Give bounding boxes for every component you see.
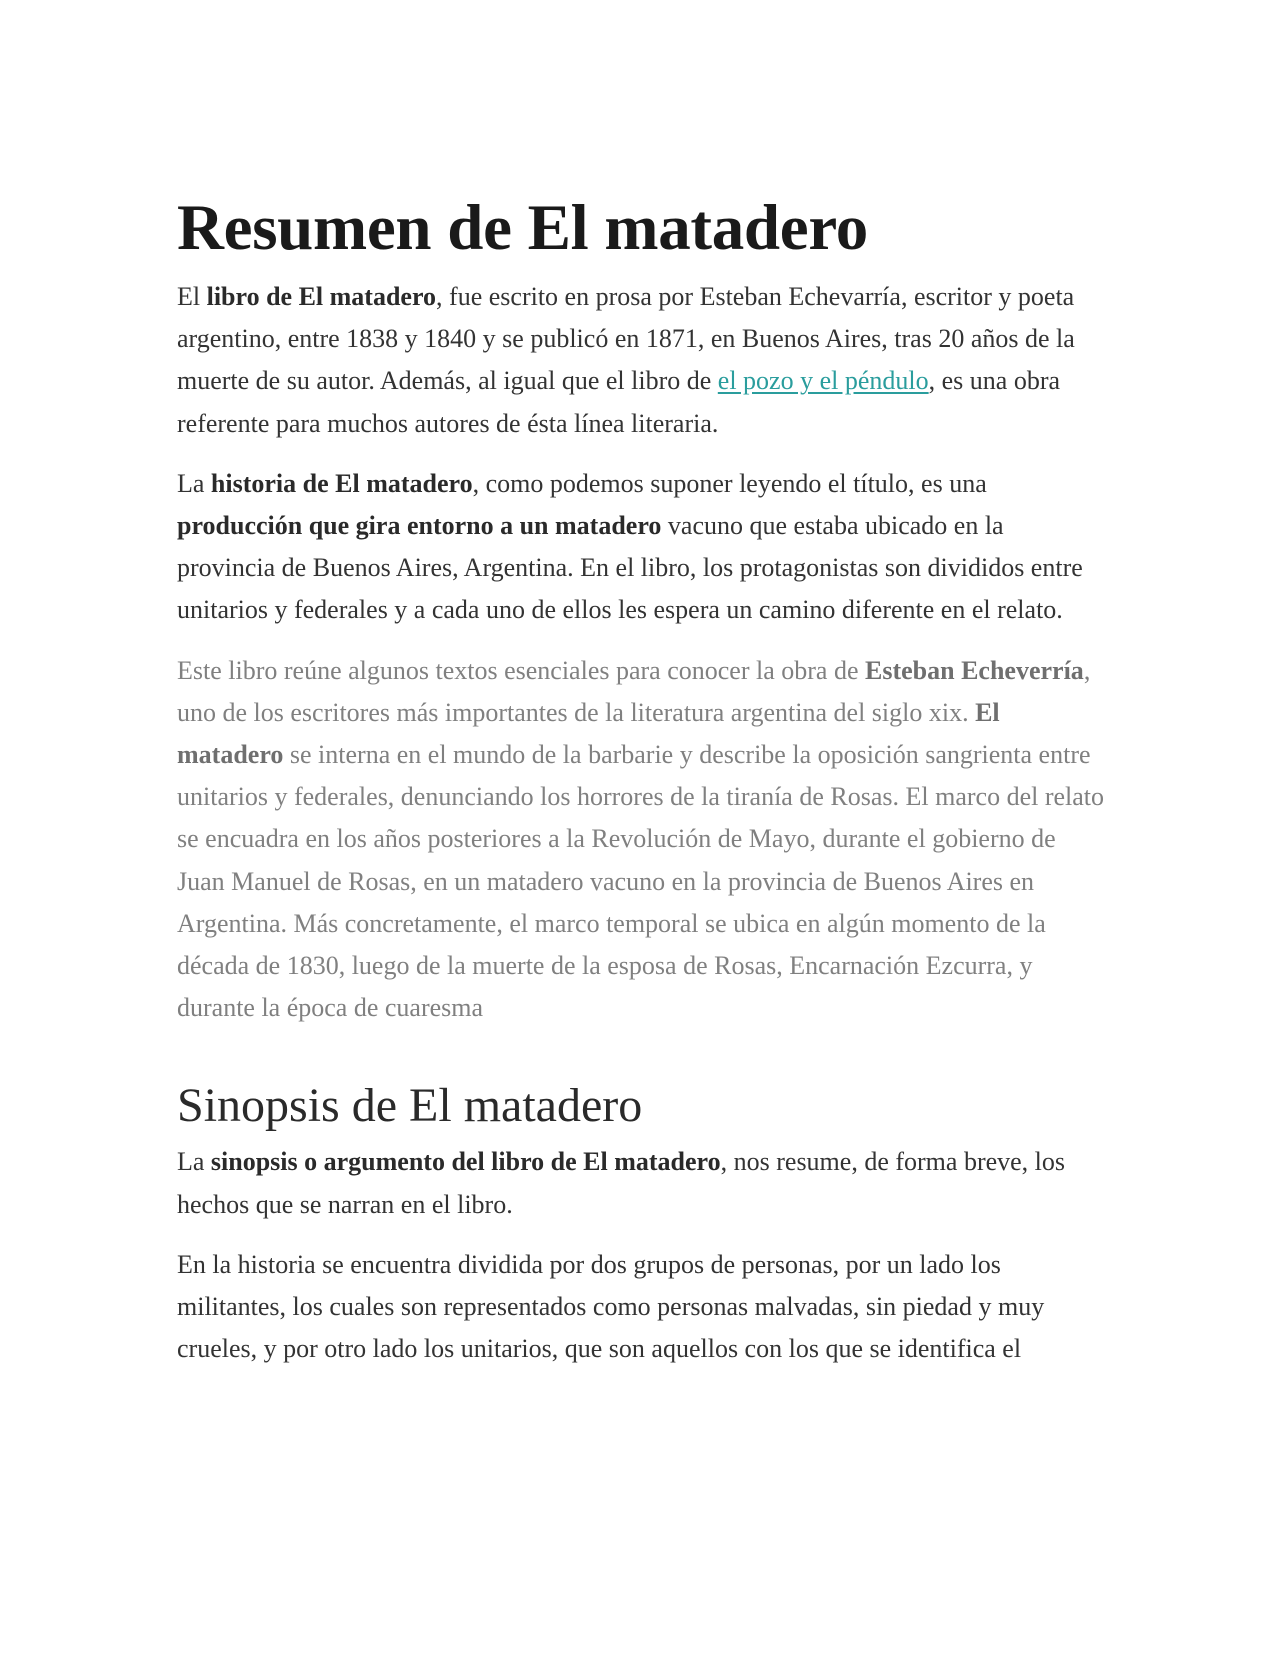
text-run: En la historia se encuentra dividida por dos grupos de personas, por un lado los militantes, los cuales son representados como personas malvadas, sin piedad y muy crueles, y por otro lado los unitarios, que son aquellos con los que se identifica el xyxy=(177,1249,1045,1364)
link-el-pozo-y-el-pendulo[interactable]: el pozo y el péndulo xyxy=(717,366,929,396)
text-run: vacuno que estaba ubicado en la provincia de Buenos Aires, Argentina. En el libro, los protagonistas son divididos entre unitarios y federales y a cada uno de ellos les espera un camino diferente en el relato. xyxy=(177,511,1083,625)
bold-text: libro de El matadero xyxy=(206,282,437,311)
text-run: se interna en el mundo de la barbarie y describe la oposición sangrienta entre unitarios y federales, denunciando los horrores de la tiranía de Rosas. El marco del relato se encuadra en los años posteriores a la Revolución de Mayo, durante el gobierno de Juan Manuel de Rosas, en un matadero vacuno en la provincia de Buenos Aires en Argentina. Más concretamente, el marco temporal se ubica en algún momento de la década de 1830, luego de la muerte de la esposa de Rosas, Encarnación Ezcurra, y durante la época de cuaresma xyxy=(177,740,1105,1023)
text-run: , nos resume, de forma breve, los hechos que se narran en el libro. xyxy=(177,1147,1066,1219)
document-page xyxy=(177,186,1107,1370)
text-run: , es una obra referente para muchos autores de ésta línea literaria. xyxy=(177,366,1061,438)
text-run: La xyxy=(177,468,211,498)
bold-text: producción que gira entorno a un matadero xyxy=(177,511,662,541)
paragraph-quote xyxy=(177,650,1107,1030)
bold-text: sinopsis o argumento del libro de El matadero xyxy=(210,1147,721,1177)
text-run: Este libro reúne algunos textos esenciales para conocer la obra de xyxy=(177,655,865,685)
paragraph-historia xyxy=(177,463,1107,632)
text-run: El xyxy=(177,282,207,311)
paragraph-grupos xyxy=(177,1244,1107,1371)
text-run: , como podemos suponer leyendo el título, es una xyxy=(472,468,987,498)
bold-text: historia de El matadero xyxy=(210,468,473,498)
text-run: , fue escrito en prosa por Esteban Echevarría, escritor y poeta argentino, entre 1838 y 1840 y se publicó en 1871, en Buenos Aires, tras 20 años de la muerte de su autor. Además, al igual que el libro de xyxy=(177,282,1075,396)
text-run: La xyxy=(177,1147,211,1177)
page-title: Resumen de El matadero xyxy=(177,192,868,264)
bold-text: Esteban Echeverría xyxy=(865,655,1084,685)
bold-text: El matadero xyxy=(177,697,1000,770)
text-run: , uno de los escritores más importantes de la literatura argentina del siglo xix. xyxy=(177,655,1091,727)
section-heading-sinopsis: Sinopsis de El matadero xyxy=(177,1079,643,1133)
paragraph-intro xyxy=(177,276,1107,445)
paragraph-sinopsis xyxy=(177,1141,1107,1225)
